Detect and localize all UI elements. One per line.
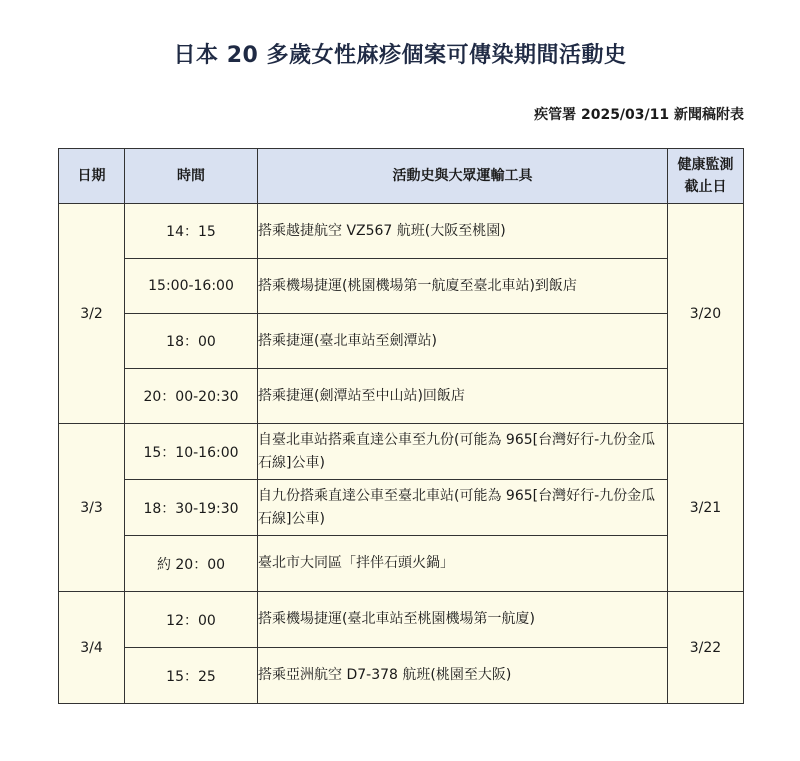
document-title: 日本 20 多歲女性麻疹個案可傳染期間活動史 — [173, 43, 627, 68]
time-cell: 18：00 — [125, 314, 258, 369]
header-date: 日期 — [59, 149, 125, 204]
table-row — [59, 592, 744, 648]
header-time: 時間 — [125, 149, 258, 204]
time-cell: 15:00-16:00 — [125, 259, 258, 314]
activity-table — [58, 148, 744, 704]
header-activity: 活動史與大眾運輸工具 — [258, 149, 668, 204]
date-cell: 3/4 — [59, 592, 125, 704]
date-cell: 3/2 — [59, 204, 125, 424]
table-row — [59, 536, 744, 592]
time-cell: 15：25 — [125, 648, 258, 704]
activity-cell: 自九份搭乘直達公車至臺北車站(可能為 965[台灣好行-九份金瓜石線]公車) — [258, 480, 668, 536]
activity-cell: 搭乘亞洲航空 D7-378 航班(桃園至大阪) — [258, 648, 668, 704]
document-source-note: 疾管署 2025/03/11 新聞稿附表 — [534, 107, 744, 123]
time-cell: 18：30-19:30 — [125, 480, 258, 536]
time-cell: 14：15 — [125, 204, 258, 259]
activity-cell: 搭乘越捷航空 VZ567 航班(大阪至桃園) — [258, 204, 668, 259]
date-cell: 3/3 — [59, 424, 125, 592]
table-header-row — [59, 149, 744, 204]
table-row — [59, 259, 744, 314]
table-row — [59, 314, 744, 369]
header-health-line2: 截止日 — [684, 179, 727, 195]
time-cell: 15：10-16:00 — [125, 424, 258, 480]
time-cell: 20：00-20:30 — [125, 369, 258, 424]
activity-cell: 搭乘機場捷運(臺北車站至桃園機場第一航廈) — [258, 592, 668, 648]
table-row — [59, 369, 744, 424]
table-row — [59, 480, 744, 536]
activity-cell: 搭乘捷運(劍潭站至中山站)回飯店 — [258, 369, 668, 424]
header-health-monitoring-end — [668, 149, 744, 204]
health-end-cell: 3/22 — [668, 592, 744, 704]
activity-cell: 自臺北車站搭乘直達公車至九份(可能為 965[台灣好行-九份金瓜石線]公車) — [258, 424, 668, 480]
table-row — [59, 424, 744, 480]
time-cell: 12：00 — [125, 592, 258, 648]
table-row — [59, 648, 744, 704]
activity-cell: 搭乘機場捷運(桃園機場第一航廈至臺北車站)到飯店 — [258, 259, 668, 314]
health-end-cell: 3/21 — [668, 424, 744, 592]
activity-cell: 搭乘捷運(臺北車站至劍潭站) — [258, 314, 668, 369]
header-health-line1: 健康監測 — [677, 157, 734, 173]
activity-cell: 臺北市大同區「拌伴石頭火鍋」 — [258, 536, 668, 592]
health-end-cell: 3/20 — [668, 204, 744, 424]
table-row — [59, 204, 744, 259]
time-cell: 約 20：00 — [125, 536, 258, 592]
